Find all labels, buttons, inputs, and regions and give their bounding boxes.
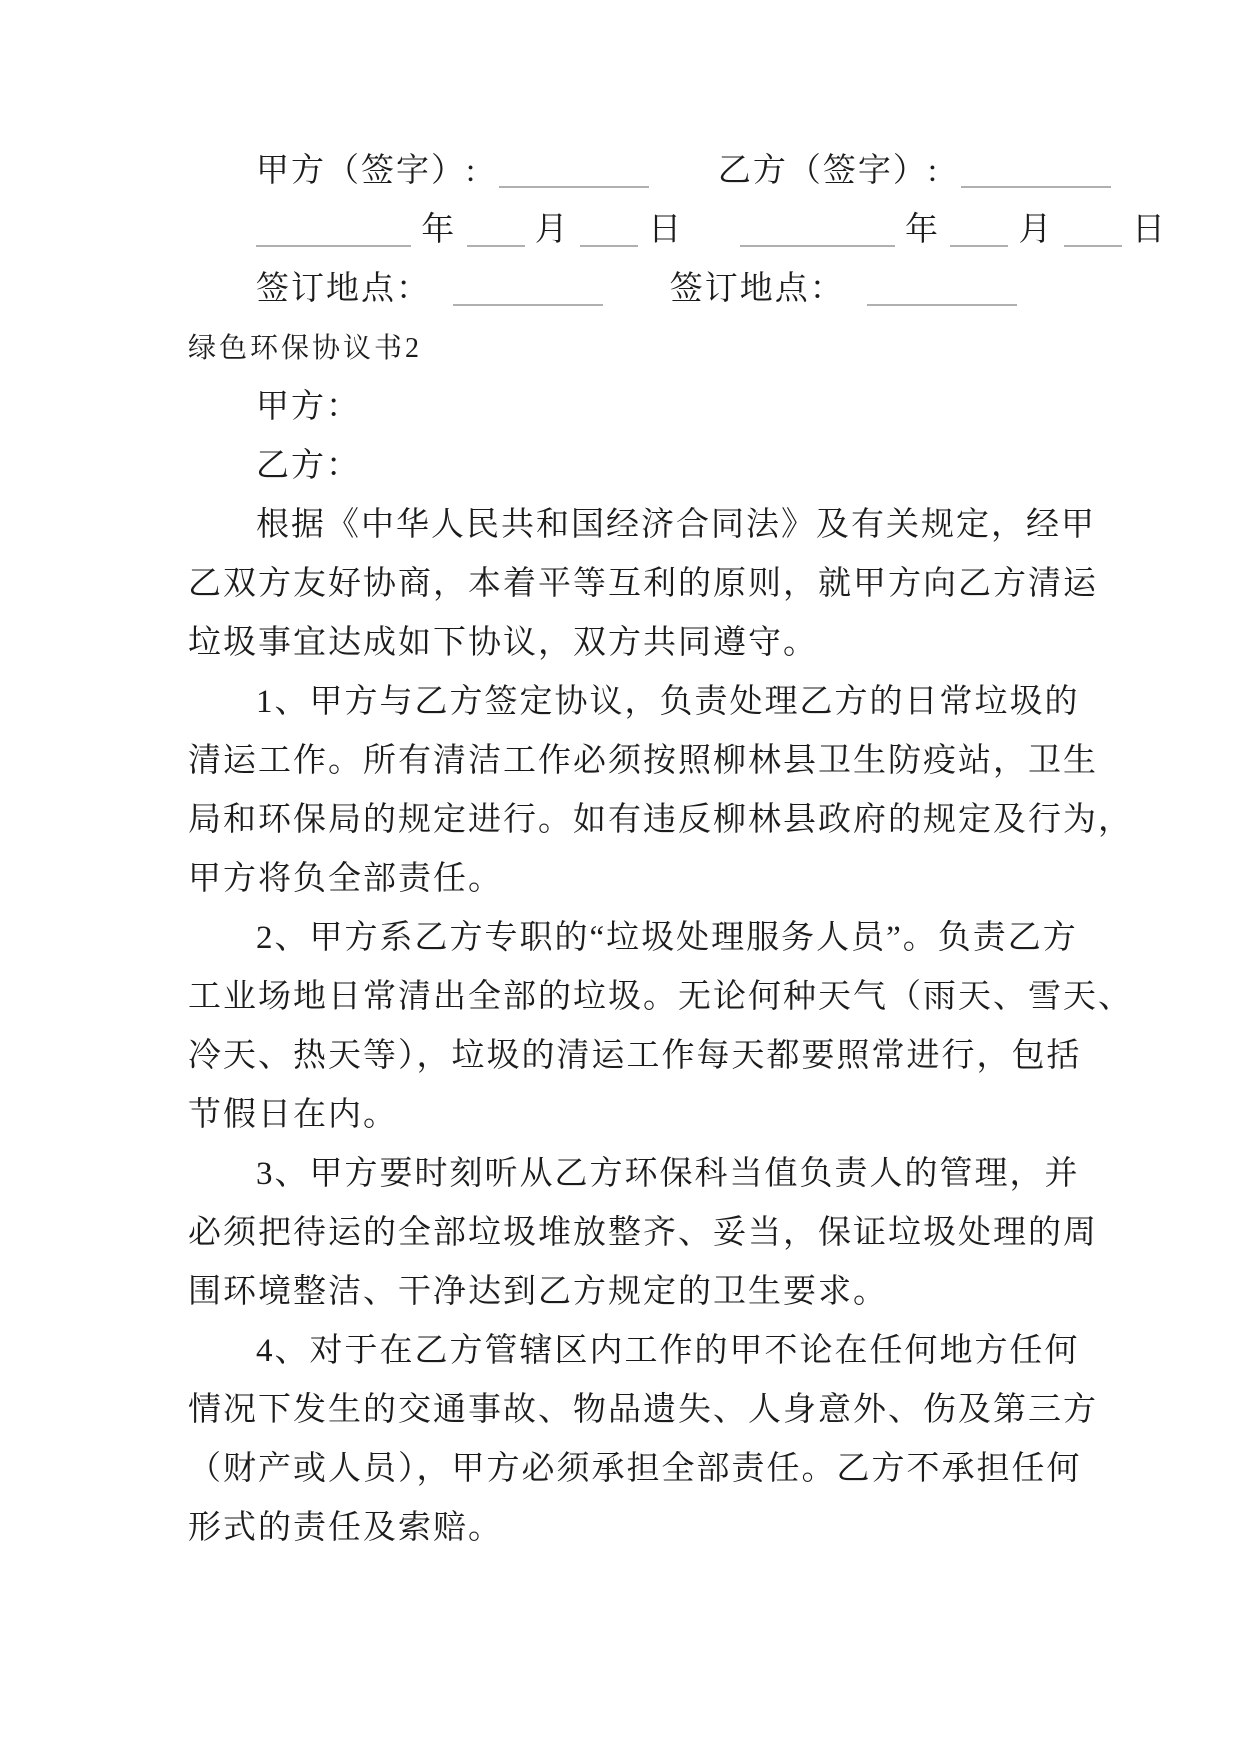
text-line: 局和环保局的规定进行。如有违反柳林县政府的规定及行为， [188,802,1133,838]
day-label: 日 [648,212,684,248]
day-blank [1064,245,1122,247]
place-label-b: 签订地点： [669,271,845,307]
text-line: 乙双方友好协商，本着平等互利的原则，就甲方向乙方清运 [188,566,1098,602]
place-blank-a [453,304,603,306]
month-label: 月 [534,212,570,248]
spacer [614,298,660,299]
party-b-sign-label: 乙方（签字）: [717,153,940,189]
text-line: （财产或人员），甲方必须承担全部责任。乙方不承担任何 [188,1451,1082,1487]
text-line: 清运工作。所有清洁工作必须按照柳林县卫生防疫站，卫生 [188,743,1098,779]
party-b-heading: 乙方： [256,448,361,484]
year-blank [740,245,895,247]
text-line: 甲方将负全部责任。 [188,861,503,897]
year-label: 年 [905,212,940,248]
text-line: 2、甲方系乙方专职的“垃圾处理服务人员”。负责乙方 [256,920,1078,956]
day-blank [580,245,638,247]
party-a-sign-label: 甲方（签字）: [256,153,478,189]
place-label-a: 签订地点： [256,271,431,307]
place-row [188,260,1091,319]
day-label: 日 [1132,212,1167,248]
text-line: 必须把待运的全部垃圾堆放整齐、妥当，保证垃圾处理的周 [188,1215,1098,1251]
spacer [660,180,708,181]
document-title: 绿色环保协议书2 [188,333,423,364]
text-line: 1、甲方与乙方签定协议，负责处理乙方的日常垃圾的 [256,684,1080,720]
party-b-sign-blank [961,186,1111,188]
signature-row [188,142,1091,201]
text-line: 3、甲方要时刻听从乙方环保科当值负责人的管理，并 [256,1156,1080,1192]
text-line: 工业场地日常清出全部的垃圾。无论何种天气（雨天、雪天、 [188,979,1133,1015]
text-line: 情况下发生的交通事故、物品遗失、人身意外、伤及第三方 [188,1392,1098,1428]
text-line: 形式的责任及索赔。 [188,1510,503,1546]
month-blank [950,245,1008,247]
text-line: 4、对于在乙方管辖区内工作的甲不论在任何地方任何 [256,1333,1080,1369]
date-row [188,201,1167,260]
place-blank-b [867,304,1017,306]
text-line: 节假日在内。 [188,1097,398,1133]
month-blank [467,245,525,247]
spacer [694,239,730,240]
year-label: 年 [421,212,457,248]
party-a-heading: 甲方： [256,389,361,425]
text-line: 冷天、热天等），垃圾的清运工作每天都要照常进行，包括 [188,1038,1082,1074]
text-line: 垃圾事宜达成如下协议，双方共同遵守。 [188,625,818,661]
month-label: 月 [1018,212,1054,248]
text-line: 根据《中华人民共和国经济合同法》及有关规定，经甲 [256,507,1096,543]
party-a-sign-blank [499,186,649,188]
year-blank [256,245,411,247]
text-line: 围环境整洁、干净达到乙方规定的卫生要求。 [188,1274,888,1310]
